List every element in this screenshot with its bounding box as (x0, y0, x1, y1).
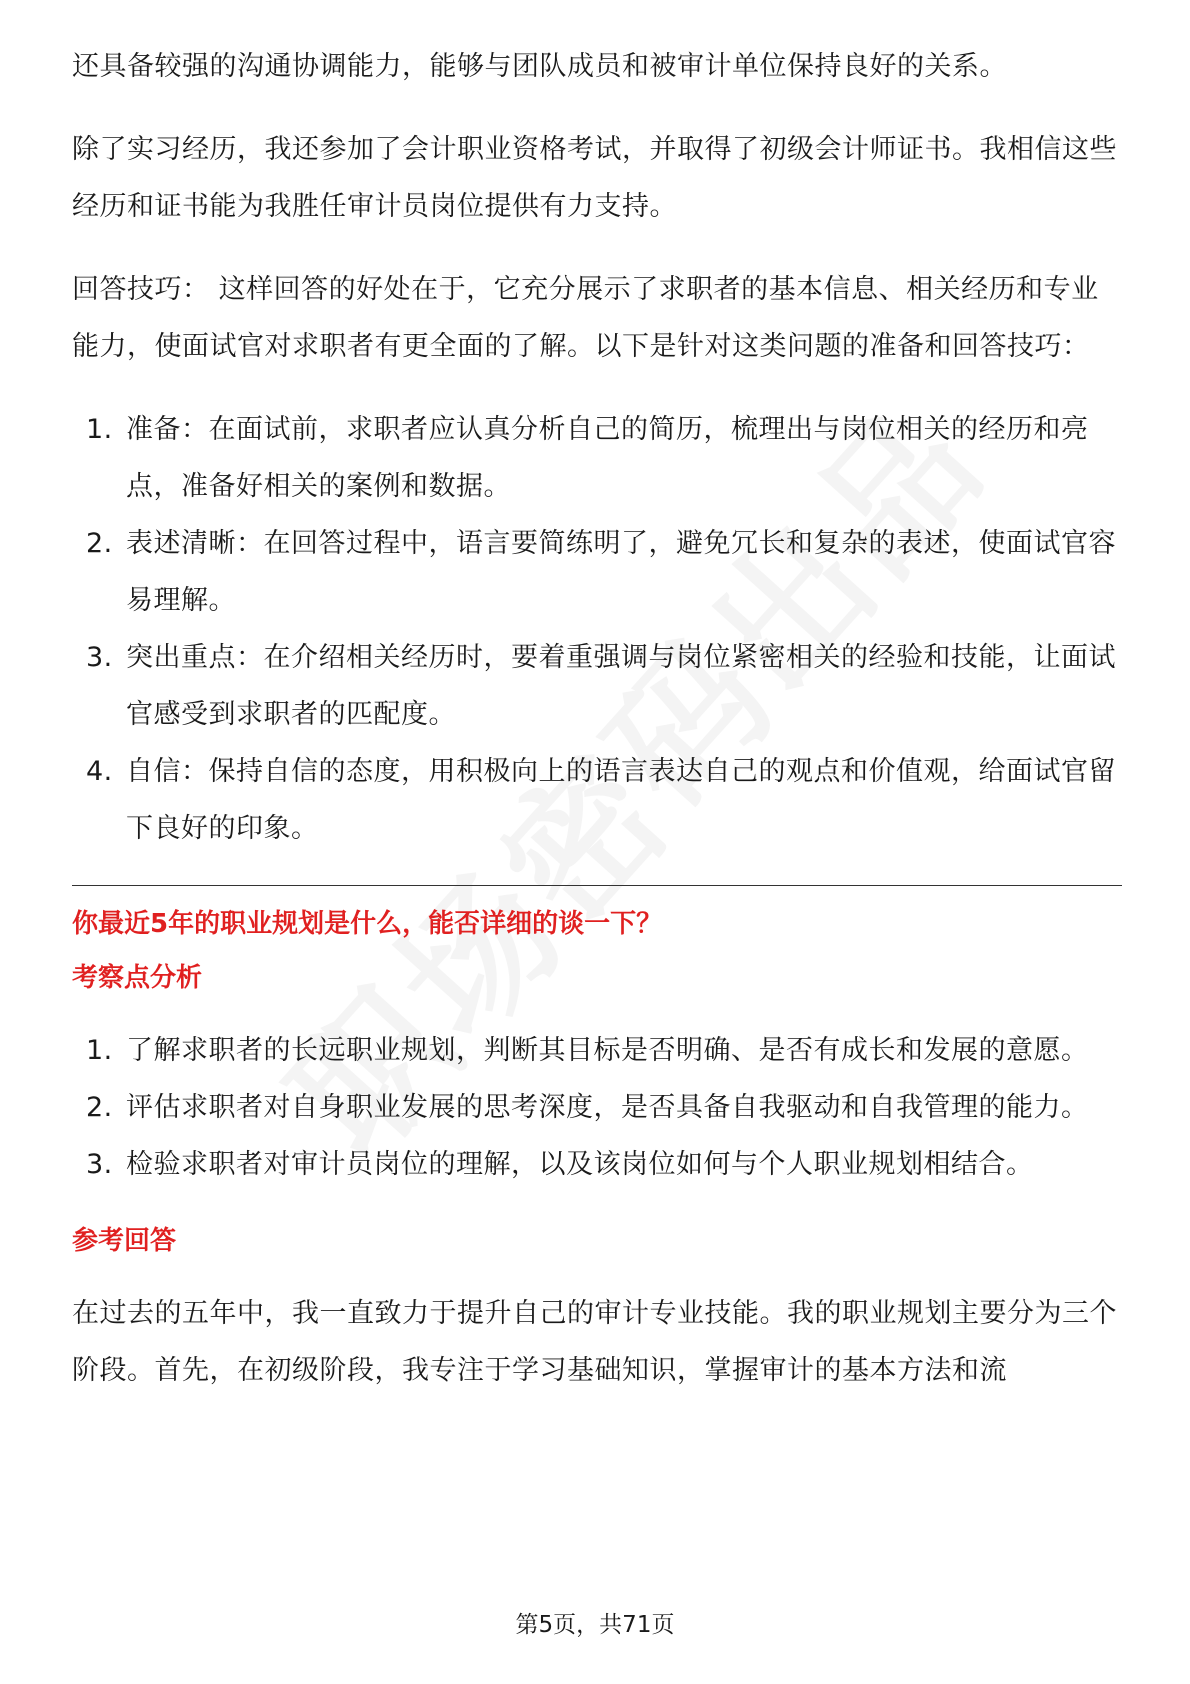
list-number: 3. (86, 642, 113, 673)
list-item (72, 743, 1122, 857)
list-item-text: 了解求职者的长远职业规划，判断其目标是否明确、是否有成长和发展的意愿。 (126, 1035, 1089, 1066)
list-item-text: 表述清晰：在回答过程中，语言要简练明了，避免冗长和复杂的表述，使面试官容易理解。 (126, 528, 1116, 616)
paragraph-certificate: 除了实习经历，我还参加了会计职业资格考试，并取得了初级会计师证书。我相信这些经历和证书能为我胜任审计员岗位提供有力支持。 (72, 134, 1117, 222)
list-number: 1. (86, 1035, 113, 1066)
list-number: 2. (86, 528, 113, 559)
list-number: 2. (86, 1092, 113, 1123)
paragraph-communication: 还具备较强的沟通协调能力，能够与团队成员和被审计单位保持良好的关系。 (72, 51, 1007, 82)
list-item (72, 515, 1122, 629)
answer-heading: 参考回答 (72, 1226, 177, 1256)
paragraph-answer: 在过去的五年中，我一直致力于提升自己的审计专业技能。我的职业规划主要分为三个阶段。首先，在初级阶段，我专注于学习基础知识，掌握审计的基本方法和流 (72, 1298, 1117, 1386)
page-number: 第5页，共71页 (515, 1612, 675, 1638)
list-item-text: 自信：保持自信的态度，用积极向上的语言表达自己的观点和价值观，给面试官留下良好的印象。 (126, 756, 1116, 844)
paragraph-answer-tips: 回答技巧： 这样回答的好处在于，它充分展示了求职者的基本信息、相关经历和专业能力，使面试官对求职者有更全面的了解。以下是针对这类问题的准备和回答技巧： (72, 274, 1099, 362)
list-item (72, 1022, 1122, 1079)
list-item-text: 突出重点：在介绍相关经历时，要着重强调与岗位紧密相关的经验和技能，让面试官感受到求职者的匹配度。 (126, 642, 1116, 730)
analysis-heading: 考察点分析 (72, 963, 203, 993)
list-number: 3. (86, 1149, 113, 1180)
list-item (72, 401, 1122, 515)
list-number: 1. (86, 414, 113, 445)
list-item (72, 1136, 1122, 1193)
question-heading: 你最近5年的职业规划是什么，能否详细的谈一下？ (72, 909, 663, 939)
tips-list (72, 401, 1122, 857)
list-item-text: 评估求职者对自身职业发展的思考深度，是否具备自我驱动和自我管理的能力。 (126, 1092, 1089, 1123)
page-content (72, 38, 1122, 1425)
list-item-text: 准备：在面试前，求职者应认真分析自己的简历，梳理出与岗位相关的经历和亮点，准备好相关的案例和数据。 (126, 414, 1089, 502)
list-item-text: 检验求职者对审计员岗位的理解，以及该岗位如何与个人职业规划相结合。 (126, 1149, 1034, 1180)
list-item (72, 629, 1122, 743)
list-number: 4. (86, 756, 113, 787)
section-divider (72, 885, 1122, 886)
analysis-list (72, 1022, 1122, 1193)
list-item (72, 1079, 1122, 1136)
